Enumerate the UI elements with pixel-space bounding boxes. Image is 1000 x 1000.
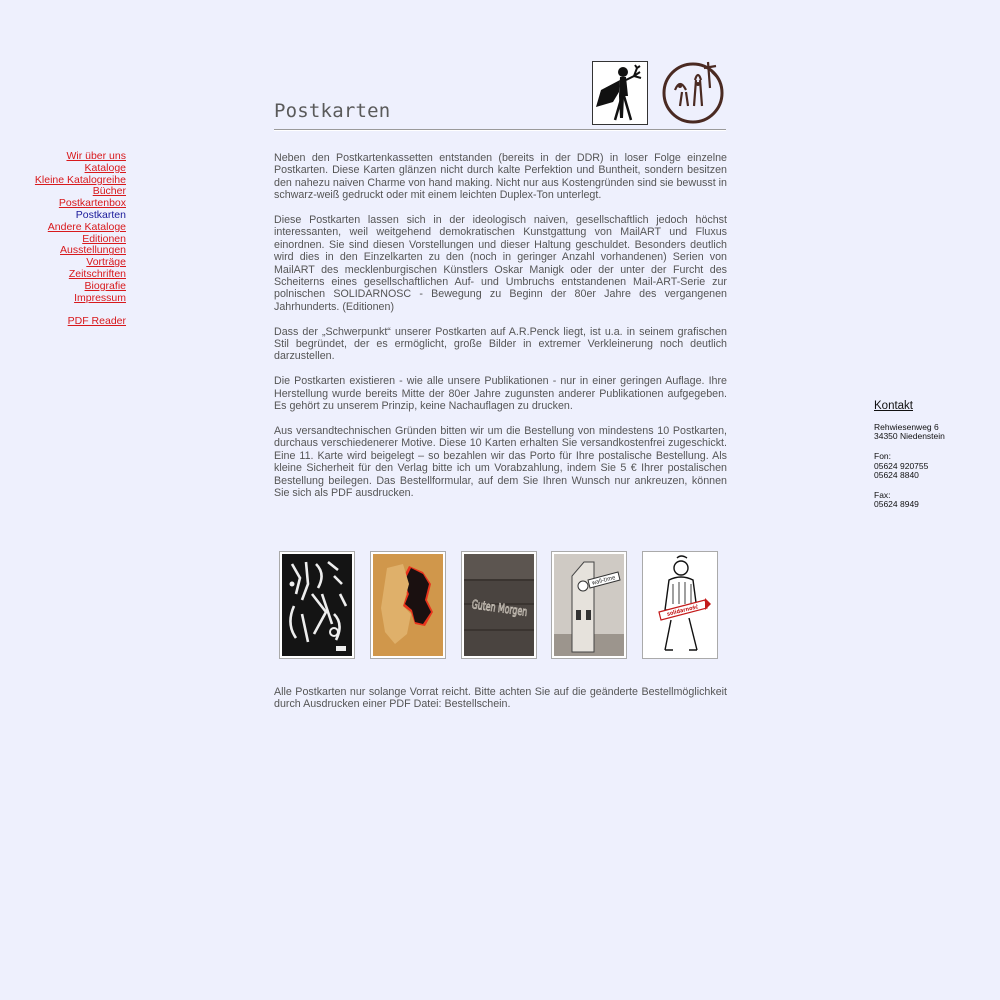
- contact-block: [874, 402, 984, 510]
- postcard-thumb-3[interactable]: [461, 551, 558, 659]
- header-logos: [590, 58, 730, 128]
- postcard-gallery: [279, 551, 724, 663]
- postcard-thumb-1[interactable]: [279, 551, 355, 659]
- sidebar-item-kataloge[interactable]: Kataloge: [84, 161, 126, 174]
- sidebar-item-postkartenbox[interactable]: Postkartenbox: [58, 197, 126, 210]
- sidebar-item-ausstellungen[interactable]: Ausstellungen: [60, 244, 126, 257]
- intro-paragraph: Neben den Postkartenkassetten entstanden (bereits in der DDR) in loser Folge einzelne Postkarten. Diese Karten glänzen nicht durch kalte Perfektion und Buntheit, sondern besitzen den nahezu naiven Charme von hand making. Nicht nur aus Kostengründen sind sie bewusst in schwarz-weiß gedruckt oder mit einem leichten Duplex-Ton unterlegt.: [274, 152, 727, 202]
- postcard-thumb-4[interactable]: [551, 551, 627, 659]
- guten-morgen-card-text: Guten Morgen: [470, 597, 558, 623]
- page-title: Postkarten: [274, 100, 391, 122]
- solidarnosc-figure-card-image: [645, 554, 715, 656]
- penck-paragraph: Dass der „Schwerpunkt“ unserer Postkarten auf A.R.Penck liegt, ist u.a. in seinem grafischen Stil begründet, der es ermöglicht, große Bilder in extremer Verkleinerung noch deutlich darzustellen.: [274, 325, 727, 363]
- sidebar-nav: [20, 151, 126, 328]
- mailart-paragraph: Diese Postkarten lassen sich in der ideologisch naiven, gesellschaftlich jedoch höchst interessanten, weil weitgehend demokratischen Kunstgattung von MailART und Fluxus einordnen. Sie sind diesen Vorstellungen und dieser Haltung geschuldet. Besonders deutlich wird dies in den Einzelkarten zu den (noch in geringer Anzahl vorhandenen) Serien von MailART des mecklenburgischen Künstlers Oskar Manigk oder der unter der Furcht des Scheiterns eines gesellschaftlichen Auf- und Umbruchs entstandenen Mail-ART-Serie zur polnischen SOLIDARNOSC - Bewegung zu Beginn der 80er Jahre des vergangenen Jahrhunderts. (Editionen): [274, 214, 727, 313]
- contact-fax: 05624 8949: [874, 499, 919, 510]
- sidebar-item-wir-ueber-uns[interactable]: Wir über uns: [66, 150, 126, 162]
- contact-fon-1: 05624 920755: [874, 460, 929, 471]
- sidebar-item-editionen[interactable]: Editionen: [82, 232, 126, 245]
- footer-note: Alle Postkarten nur solange Vorrat reicht. Bitte achten Sie auf die geänderte Bestellmöglichkeit durch Ausdrucken einer PDF Datei: Bestellschein.: [274, 686, 727, 711]
- solidarnosc-card-text: solidarność: [666, 603, 703, 618]
- circle-faces-logo: [660, 58, 726, 124]
- sidebar-item-postkarten-current: Postkarten: [75, 208, 126, 221]
- sidebar-item-impressum[interactable]: Impressum: [74, 291, 126, 304]
- sidebar-item-kleine-katalogreihe[interactable]: Kleine Katalogreihe: [34, 173, 126, 186]
- contact-fax-label: Fax:: [874, 489, 891, 500]
- contact-fon-label: Fon:: [874, 450, 892, 461]
- contact-city: 34350 Niedenstein: [874, 431, 945, 442]
- clock-tower-card-text: wall-time: [591, 573, 620, 587]
- penck-figure-logo: [592, 61, 648, 125]
- sidebar-item-buecher[interactable]: Bücher: [92, 185, 126, 198]
- contact-link[interactable]: Kontakt: [874, 400, 913, 412]
- penck-symbols-card-image: [282, 554, 352, 656]
- edition-paragraph: Die Postkarten existieren - wie alle unsere Publikationen - nur in einer geringen Auflage. Ihre Herstellung wurde bereits Mitte der 80er Jahre zugunsten anderer Publikationen aufgegeben. Es gehört zu unserem Prinzip, keine Nachauflagen zu drucken.: [274, 375, 727, 413]
- postcard-thumb-2[interactable]: [370, 551, 446, 659]
- sidebar-item-biografie[interactable]: Biografie: [84, 279, 126, 292]
- contact-fon-2: 05624 8840: [874, 470, 919, 481]
- sidebar-item-zeitschriften[interactable]: Zeitschriften: [68, 267, 126, 280]
- main-content: [274, 152, 727, 512]
- order-paragraph: Aus versandtechnischen Gründen bitten wir um die Bestellung von mindestens 10 Postkarten, durchaus verschiedenerer Motive. Diese 10 Karten erhalten Sie versandkostenfrei zugeschickt. Eine 11. Karte wird beigelegt – so bezahlen wir das Porto für Ihre postalische Bestellung. Als kleine Sicherheit für den Verlag bitte ich um Vorabzahlung, indem Sie 5 € Ihrer postalischen Bestellung beilegen. Das Bestellformular, auf dem Sie Ihren Wunsch nur ankreuzen, können Sie sich als PDF ausdrucken.: [274, 424, 727, 499]
- sidebar-item-vortraege[interactable]: Vorträge: [86, 256, 126, 269]
- guten-morgen-card-image: [464, 554, 558, 656]
- sidebar-item-andere-kataloge[interactable]: Andere Kataloge: [47, 220, 126, 233]
- title-divider: [274, 129, 726, 131]
- germany-map-card-image: [373, 554, 443, 656]
- pdf-reader-link[interactable]: PDF Reader: [67, 315, 126, 328]
- contact-street: Rehwiesenweg 6: [874, 421, 939, 432]
- clock-tower-card-image: [554, 554, 624, 656]
- postcard-thumb-5[interactable]: [642, 551, 718, 659]
